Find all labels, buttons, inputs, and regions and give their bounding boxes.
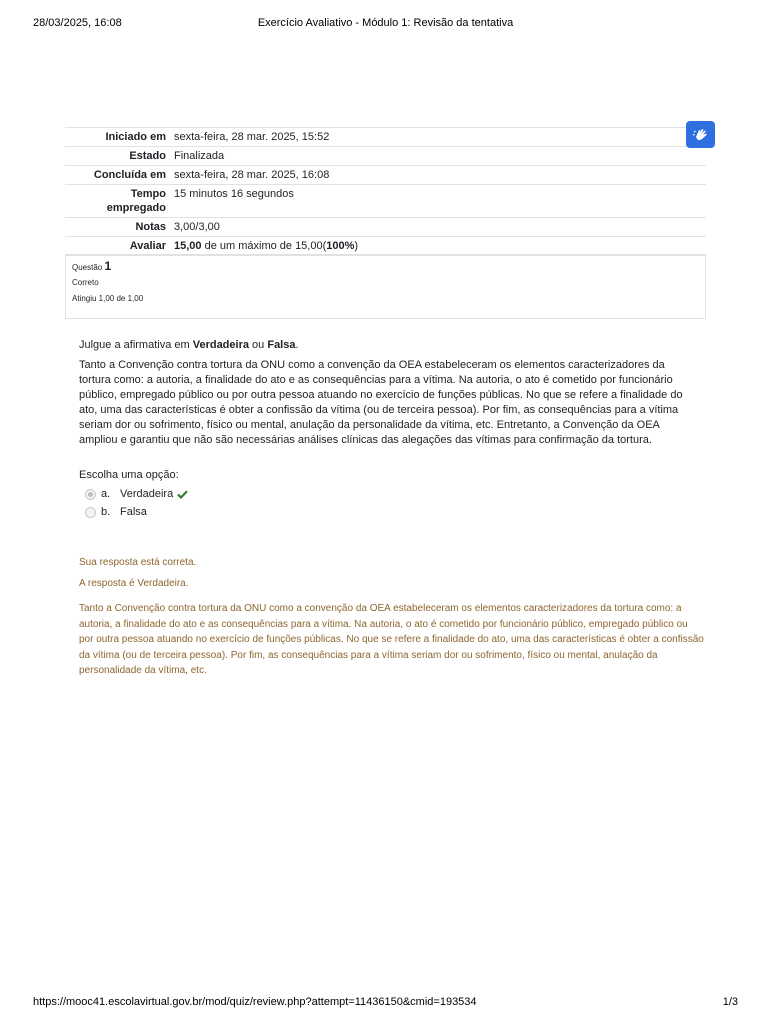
grade-text: de um máximo de 15,00( — [201, 240, 327, 252]
summary-label: Estado — [65, 147, 170, 166]
prompt-text: ou — [248, 339, 268, 351]
page-url: https://mooc41.escolavirtual.gov.br/mod/quiz/review.php?attempt=11436150&cmid=193534 — [33, 996, 477, 1008]
grade-score: 15,00 — [174, 240, 202, 252]
page-number: 1/3 — [722, 996, 738, 1008]
question-number — [72, 259, 699, 275]
grade-text-end: ) — [354, 240, 359, 252]
hand-sign-language-icon — [692, 126, 710, 144]
summary-row-completed — [65, 166, 706, 185]
options-label: Escolha uma opção: — [79, 469, 179, 481]
summary-row-grade — [65, 237, 706, 256]
prompt-text: . — [295, 339, 299, 351]
question-info-box — [65, 254, 706, 319]
radio-unselected[interactable] — [85, 507, 96, 518]
question-mark: Atingiu 1,00 de 1,00 — [72, 294, 144, 303]
answer-options — [79, 469, 188, 521]
summary-value: 3,00/3,00 — [170, 218, 706, 237]
prompt-false-word: Falsa — [267, 339, 296, 351]
summary-label: Avaliar — [65, 237, 170, 256]
accessibility-button[interactable] — [686, 121, 715, 148]
summary-value: sexta-feira, 28 mar. 2025, 15:52 — [170, 128, 706, 147]
print-datetime: 28/03/2025, 16:08 — [33, 17, 122, 29]
question-prefix: Questão — [72, 263, 103, 272]
feedback-explanation: Tanto a Convenção contra tortura da ONU como a convenção da OEA estabeleceram os elementos caracterizadores da tortura como: a autoria, a finalidade do ato e as consequências para a vítima. Na autoria, o ato é cometido por funcionário público, empregado público ou por outra pessoa atuando no exercício de funções públicas. No que se refere a finalidade do ato, uma das características é obter a confissão da vítima (ou de terceira pessoa). Por fim, as consequências para a vítima seriam dor ou sofrimento, físico ou mental, anulação da personalidade da vítima, etc. — [79, 603, 704, 676]
option-text: Verdadeira — [120, 488, 174, 500]
summary-grade-value — [170, 237, 706, 256]
summary-row-marks — [65, 218, 706, 237]
print-header — [33, 17, 738, 31]
summary-label: Concluída em — [65, 166, 170, 185]
summary-label: Notas — [65, 218, 170, 237]
attempt-summary-table — [65, 127, 706, 256]
prompt-text: Julgue a afirmativa em — [79, 339, 193, 351]
print-page-title: Exercício Avaliativo - Módulo 1: Revisão da tentativa — [257, 17, 514, 29]
summary-label: Iniciado em — [65, 128, 170, 147]
option-text: Falsa — [120, 506, 147, 518]
summary-value: Finalizada — [170, 147, 706, 166]
option-b[interactable] — [85, 503, 188, 521]
print-footer — [33, 996, 738, 1010]
option-letter: a. — [101, 488, 111, 500]
question-state: Correto — [72, 278, 99, 287]
option-letter: b. — [101, 506, 111, 518]
summary-row-started — [65, 128, 706, 147]
question-prompt — [79, 338, 699, 353]
grade-percent: 100% — [326, 240, 355, 252]
summary-label: Tempo empregado — [65, 185, 170, 218]
question-statement: Tanto a Convenção contra tortura da ONU como a convenção da OEA estabeleceram os elementos caracterizadores da tortura como: a autoria, a finalidade do ato e as consequências para a vítima. Na autoria, o ato é cometido por funcionário público, empregado público ou por outra pessoa atuando no exercício de funções públicas. No que se refere a finalidade do ato, uma das características é obter a confissão da vítima (ou de terceira pessoa). Por fim, as consequências para a vítima seriam dor ou sofrimento, físico ou mental, anulação da personalidade da vítima, etc. Entretanto, a Convenção da OEA ampliou e garantiu que não são necessárias análises clínicas das alegações das vítimas para confirmação da tortura. — [79, 359, 683, 446]
summary-value: 15 minutos 16 segundos — [170, 185, 706, 218]
prompt-true-word: Verdadeira — [192, 339, 249, 351]
summary-value: sexta-feira, 28 mar. 2025, 16:08 — [170, 166, 706, 185]
feedback-section — [79, 555, 704, 679]
question-number-value: 1 — [104, 259, 112, 273]
summary-row-time — [65, 185, 706, 218]
radio-selected[interactable] — [85, 489, 96, 500]
option-a[interactable] — [85, 485, 188, 503]
feedback-right-answer: A resposta é Verdadeira. — [79, 577, 189, 589]
summary-row-state — [65, 147, 706, 166]
question-text — [79, 338, 699, 448]
check-icon — [177, 490, 188, 499]
feedback-correct-message: Sua resposta está correta. — [79, 557, 197, 568]
